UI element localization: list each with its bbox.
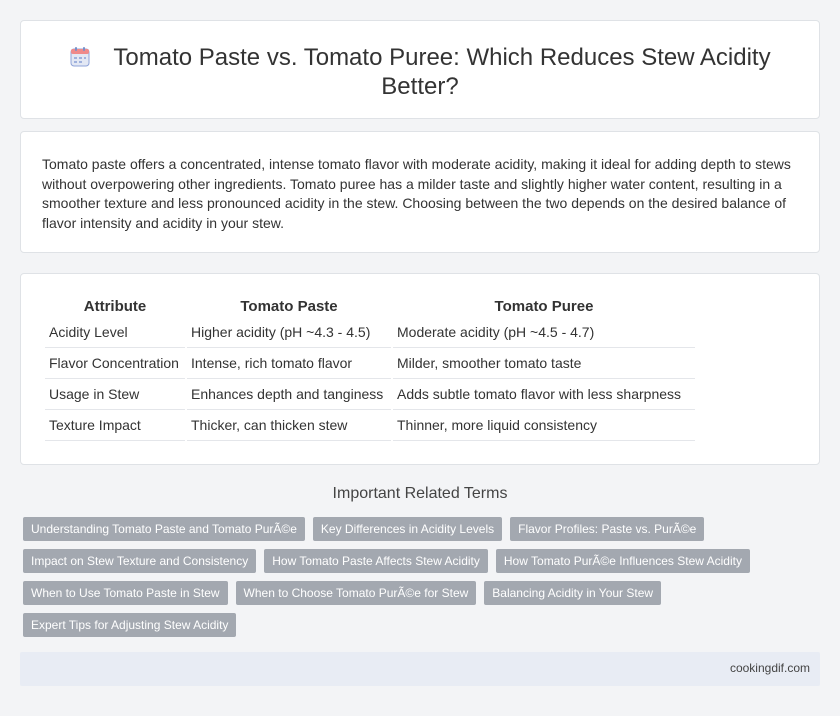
header-tomato-paste: Tomato Paste [240, 298, 338, 315]
table-cell: Thicker, can thicken stew [187, 410, 391, 441]
table-cell: Texture Impact [45, 410, 185, 441]
table-cell: Adds subtle tomato flavor with less sharpness [393, 379, 695, 410]
page-title-wrap [21, 43, 819, 101]
related-tag[interactable]: When to Use Tomato Paste in Stew [23, 581, 228, 605]
table-cell: Intense, rich tomato flavor [187, 348, 391, 379]
header-attribute: Attribute [83, 298, 147, 315]
footer-bar [20, 652, 820, 686]
related-tag[interactable]: How Tomato Paste Affects Stew Acidity [264, 549, 488, 573]
comparison-card [20, 273, 820, 465]
table-row [45, 348, 695, 379]
table-cell: Thinner, more liquid consistency [393, 410, 695, 441]
related-tags [23, 517, 793, 637]
related-tag[interactable]: Balancing Acidity in Your Stew [484, 581, 661, 605]
intro-card [20, 131, 820, 253]
table-row [45, 410, 695, 441]
related-tag[interactable]: Flavor Profiles: Paste vs. PurÃ©e [510, 517, 704, 541]
table-cell: Milder, smoother tomato taste [393, 348, 695, 379]
table-cell: Usage in Stew [45, 379, 185, 410]
table-cell: Higher acidity (pH ~4.3 - 4.5) [187, 317, 391, 348]
table-cell: Enhances depth and tanginess [187, 379, 391, 410]
intro-paragraph: Tomato paste offers a concentrated, intense tomato flavor with moderate acidity, making it ideal for adding depth to stews without overpowering other ingredients. Tomato puree has a milder taste and slightly higher water content, resulting in a smoother texture and less pronounced acidity in the stew. Choosing between the two depends on the desired balance of flavor intensity and acidity in your stew. [42, 156, 791, 231]
page-title: Tomato Paste vs. Tomato Puree: Which Reduces Stew Acidity Better? [113, 44, 771, 100]
table-row [45, 379, 695, 410]
related-tag[interactable]: Expert Tips for Adjusting Stew Acidity [23, 613, 236, 637]
related-tag[interactable]: Impact on Stew Texture and Consistency [23, 549, 256, 573]
comparison-table [43, 297, 697, 441]
title-card [20, 20, 820, 119]
related-tag[interactable]: Key Differences in Acidity Levels [313, 517, 502, 541]
related-tag[interactable]: Understanding Tomato Paste and Tomato PurÃ©e [23, 517, 305, 541]
calendar-icon [69, 46, 91, 68]
table-row [45, 317, 695, 348]
table-cell: Flavor Concentration [45, 348, 185, 379]
header-tomato-puree: Tomato Puree [494, 298, 594, 315]
table-cell: Acidity Level [45, 317, 185, 348]
table-header-row [45, 297, 695, 317]
table-cell: Moderate acidity (pH ~4.5 - 4.7) [393, 317, 695, 348]
related-tag[interactable]: How Tomato PurÃ©e Influences Stew Acidity [496, 549, 750, 573]
related-tag[interactable]: When to Choose Tomato PurÃ©e for Stew [236, 581, 477, 605]
footer-site-link[interactable]: cookingdif.com [729, 661, 810, 675]
related-terms-title: Important Related Terms [332, 485, 508, 502]
